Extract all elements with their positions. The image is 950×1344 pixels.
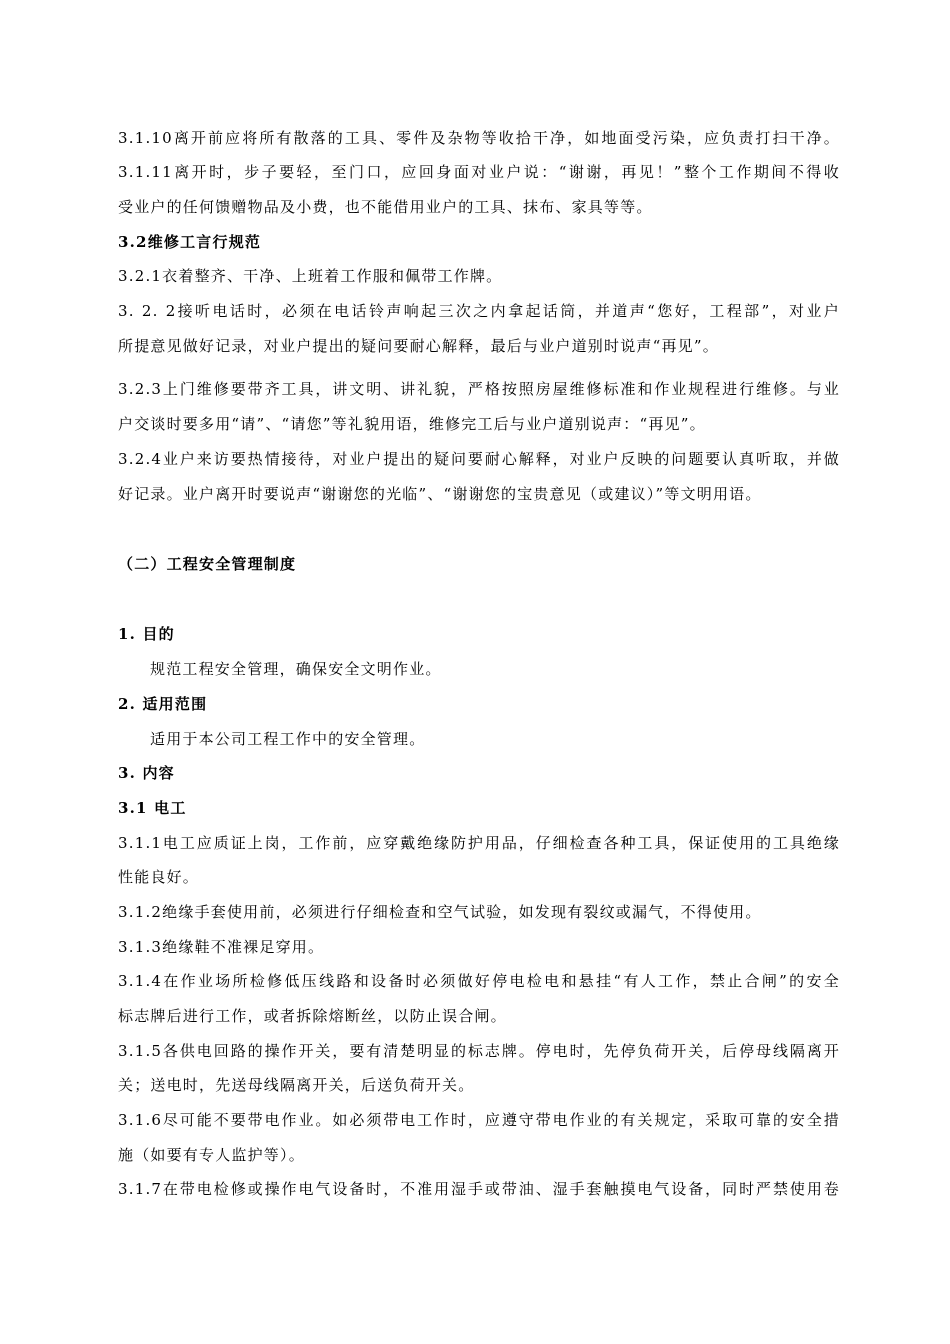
paragraph-line: 所提意见做好记录，对业户提出的疑问要耐心解释，最后与业户道别时说声“再见”。 bbox=[118, 337, 719, 355]
paragraph-line: 3.1.11离开时，步子要轻，至门口，应回身面对业户说：“谢谢，再见！”整个工作期间不得收 bbox=[118, 163, 840, 181]
section-heading: 2. 适用范围 bbox=[118, 695, 208, 713]
paragraph-line: 3.2.4业户来访要热情接待，对业户提出的疑问要耐心解释，对业户反映的问题要认真听取，并做 bbox=[118, 450, 840, 468]
paragraph-line: 受业户的任何馈赠物品及小费，也不能借用业户的工具、抹布、家具等等。 bbox=[118, 198, 653, 216]
paragraph-line: 3.1.4在作业场所检修低压线路和设备时必须做好停电检电和悬挂“有人工作，禁止合闸”的安全 bbox=[118, 972, 840, 990]
paragraph-line: 户交谈时要多用“请”、“请您”等礼貌用语，维修完工后与业户道别说声：“再见”。 bbox=[118, 415, 706, 433]
paragraph-line: 关；送电时，先送母线隔离开关，后送负荷开关。 bbox=[118, 1076, 475, 1094]
paragraph-line: 3.1.6尽可能不要带电作业。如必须带电工作时，应遵守带电作业的有关规定，采取可靠的安全措 bbox=[118, 1111, 840, 1129]
section-heading: 3.1 电工 bbox=[118, 799, 187, 817]
section-heading: 3. 内容 bbox=[118, 764, 175, 782]
paragraph-line: 3.1.3绝缘鞋不准裸足穿用。 bbox=[118, 938, 325, 956]
paragraph-line: 3. 2. 2接听电话时，必须在电话铃声响起三次之内拿起话筒，并道声“您好，工程部”，对业户 bbox=[118, 302, 840, 320]
paragraph-line: 3.1.10离开前应将所有散落的工具、零件及杂物等收拾干净，如地面受污染，应负责打扫干净。 bbox=[118, 129, 840, 147]
paragraph-line: 3.2.3上门维修要带齐工具，讲文明、讲礼貌，严格按照房屋维修标准和作业规程进行维修。与业 bbox=[118, 380, 840, 398]
paragraph-line: 3.1.1电工应质证上岗，工作前，应穿戴绝缘防护用品，仔细检查各种工具，保证使用的工具绝缘 bbox=[118, 834, 840, 852]
paragraph-line: 3.1.2绝缘手套使用前，必须进行仔细检查和空气试验，如发现有裂纹或漏气，不得使用。 bbox=[118, 903, 762, 921]
paragraph-line: 好记录。业户离开时要说声“谢谢您的光临”、“谢谢您的宝贵意见（或建议）”等文明用语。 bbox=[118, 485, 762, 503]
paragraph-line: 3.1.5各供电回路的操作开关，要有清楚明显的标志牌。停电时，先停负荷开关，后停母线隔离开 bbox=[118, 1042, 840, 1060]
paragraph-line: 规范工程安全管理，确保安全文明作业。 bbox=[150, 660, 442, 678]
paragraph-line: 3.2.1衣着整齐、干净、上班着工作服和佩带工作牌。 bbox=[118, 267, 503, 285]
section-heading: 1. 目的 bbox=[118, 625, 175, 643]
chapter-heading: （二）工程安全管理制度 bbox=[118, 555, 297, 573]
paragraph-line: 3.1.7在带电检修或操作电气设备时，不准用湿手或带油、湿手套触摸电气设备，同时严禁使用卷 bbox=[118, 1180, 840, 1198]
paragraph-line: 施（如要有专人监护等）。 bbox=[118, 1146, 305, 1164]
paragraph-line: 适用于本公司工程工作中的安全管理。 bbox=[150, 730, 426, 748]
paragraph-line: 性能良好。 bbox=[118, 868, 200, 886]
paragraph-line: 标志牌后进行工作，或者拆除熔断丝，以防止误合闸。 bbox=[118, 1007, 507, 1025]
section-heading: 3.2维修工言行规范 bbox=[118, 233, 262, 251]
